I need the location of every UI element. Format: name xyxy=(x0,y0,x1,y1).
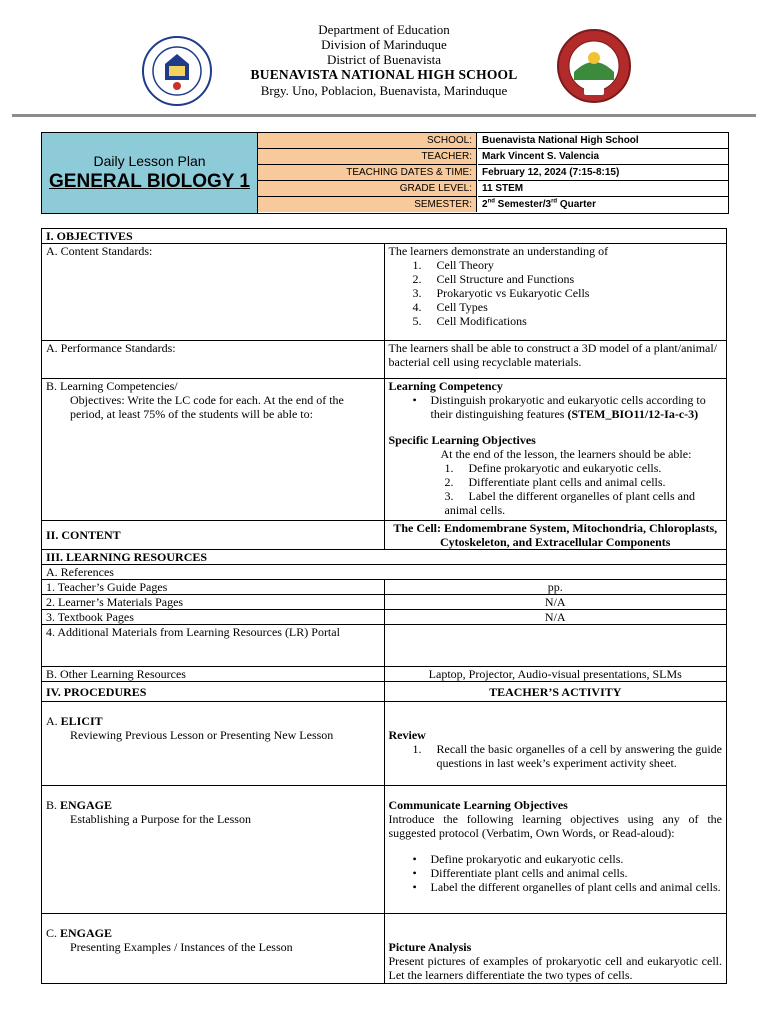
content-text: The Cell: Endomembrane System, Mitochondria, Chloroplasts, Cytoskeleton, and Extracellular Components xyxy=(384,521,727,550)
plan-type: Daily Lesson Plan xyxy=(93,153,206,169)
lesson-plan-table xyxy=(41,228,727,984)
table-row: 2. Learner’s Materials Pages xyxy=(42,595,385,610)
other-resources-value: Laptop, Projector, Audio-visual presentations, SLMs xyxy=(384,667,727,682)
list-item: 3. Prokaryotic vs Eukaryotic Cells xyxy=(412,286,590,300)
performance-standards-text: The learners shall be able to construct a 3D model of a plant/animal/ bacterial cell using recyclable materials. xyxy=(384,341,727,379)
content-standards-cell: The learners demonstrate an understanding of 1. Cell Theory 2. Cell Structure and Functions 3. Prokaryotic vs Eukaryotic Cells 4. Cell Types 5. Cell Modifications xyxy=(384,244,727,341)
engage2-cell: Picture Analysis Present pictures of examples of prokaryotic cell and eukaryotic cell. Let the learners differentiate the two types of cells. xyxy=(384,914,727,984)
table-row: 1. Teacher’s Guide Pages xyxy=(42,580,385,595)
other-resources-label: B. Other Learning Resources xyxy=(42,667,385,682)
references-label: A. References xyxy=(42,565,727,580)
content-standards-label: A. Content Standards: xyxy=(42,244,385,341)
procedures-heading: IV. PROCEDURES xyxy=(42,682,385,702)
resources-heading: III. LEARNING RESOURCES xyxy=(42,550,727,565)
table-row: pp. xyxy=(384,580,727,595)
table-row: N/A xyxy=(384,610,727,625)
elicit-cell: Review 1. Recall the basic organelles of a cell by answering the guide questions in last week’s experiment activity sheet. xyxy=(384,702,727,786)
objectives-heading: I. OBJECTIVES xyxy=(42,229,727,244)
table-row: N/A xyxy=(384,595,727,610)
list-item: 2. Cell Structure and Functions xyxy=(412,272,575,286)
list-item: • Differentiate plant cells and animal cells. xyxy=(412,866,628,880)
label-semester: SEMESTER: xyxy=(258,197,477,212)
letterhead xyxy=(0,0,768,118)
value-grade: 11 STEM xyxy=(478,181,728,197)
subject-title: GENERAL BIOLOGY 1 xyxy=(49,171,250,192)
value-teacher: Mark Vincent S. Valencia xyxy=(478,149,728,165)
list-item: • Label the different organelles of plant cells and animal cells. xyxy=(412,880,721,894)
list-item: 2. Differentiate plant cells and animal cells. xyxy=(444,475,666,489)
header-divider xyxy=(12,114,756,117)
district-line: District of Buenavista xyxy=(326,52,442,67)
school-name: BUENAVISTA NATIONAL HIGH SCHOOL xyxy=(250,67,518,82)
label-dates: TEACHING DATES & TIME: xyxy=(258,165,477,181)
value-dates: February 12, 2024 (7:15-8:15) xyxy=(478,165,728,181)
value-semester: 2nd Semester/3rd Quarter xyxy=(482,198,596,210)
table-row: 4. Additional Materials from Learning Resources (LR) Portal xyxy=(42,625,385,667)
label-grade: GRADE LEVEL: xyxy=(258,181,477,197)
value-school: Buenavista National High School xyxy=(478,133,728,149)
label-school: SCHOOL: xyxy=(258,133,477,149)
competencies-cell: Learning Competency • Distinguish prokaryotic and eukaryotic cells according to their distinguishing features (STEM_BIO11/12-Ia-c-3) Specific Learning Objectives At the end of the lesson, the learners should be able: 1. Define prokaryotic and eukaryotic cells. 2. Differentiate plant cells and animal cells. 3. Label the different organelles of plant cells and animal cells. xyxy=(384,379,727,521)
engage-label: B. ENGAGE Establishing a Purpose for the Lesson xyxy=(42,786,385,914)
content-heading: II. CONTENT xyxy=(42,521,385,550)
list-item: • Define prokaryotic and eukaryotic cells. xyxy=(412,852,624,866)
list-item: 3. Label the different organelles of plant cells and animal cells. xyxy=(444,489,695,517)
table-row xyxy=(384,625,727,667)
list-item: 5. Cell Modifications xyxy=(412,314,527,328)
school-seal-logo xyxy=(556,28,632,104)
list-item: 1. Define prokaryotic and eukaryotic cells. xyxy=(444,461,662,475)
table-row: 3. Textbook Pages xyxy=(42,610,385,625)
content-standards-list xyxy=(389,258,723,328)
list-item: 4. Cell Types xyxy=(412,300,488,314)
lesson-title-box xyxy=(42,133,258,213)
label-teacher: TEACHER: xyxy=(258,149,477,165)
elicit-label: A. ELICIT Reviewing Previous Lesson or Presenting New Lesson xyxy=(42,702,385,786)
performance-standards-label: A. Performance Standards: xyxy=(42,341,385,379)
engage2-label: C. ENGAGE Presenting Examples / Instances of the Lesson xyxy=(42,914,385,984)
dept-line: Department of Education xyxy=(318,22,450,37)
list-item: 1. Cell Theory xyxy=(412,258,494,272)
teachers-activity-heading: TEACHER’S ACTIVITY xyxy=(384,682,727,702)
school-address: Brgy. Uno, Poblacion, Buenavista, Marinduque xyxy=(260,83,508,98)
competencies-label: B. Learning Competencies/ Objectives: Write the LC code for each. At the end of the period, at least 75% of the students will be able to: xyxy=(42,379,385,521)
lesson-info-table xyxy=(41,132,729,214)
division-line: Division of Marinduque xyxy=(321,37,447,52)
engage-cell: Communicate Learning Objectives Introduce the following learning objectives using any of the suggested protocol (Verbatim, Own Words, or Read-aloud): • Define prokaryotic and eukaryotic cells. • Differentiate plant cells and animal cells. • Label the different organelles of plant cells and animal cells. xyxy=(384,786,727,914)
